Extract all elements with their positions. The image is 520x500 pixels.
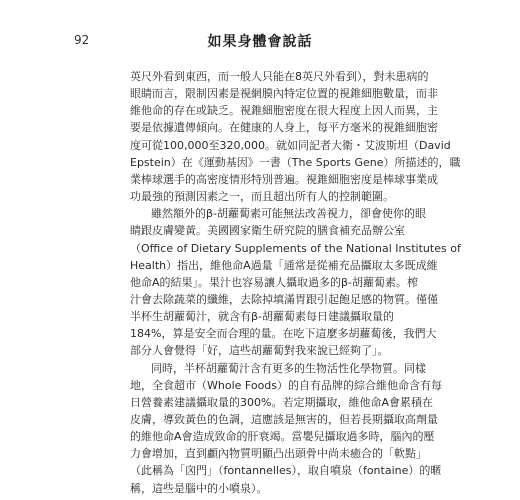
text-line: Health）指出，維他命A過量「通常是從補充品攝取太多既成維 [130,258,438,272]
text-line: 力會增加，直到顱內物質明顯凸出頭骨中尚未癒合的「軟點」 [130,447,427,461]
text-line: （此稱為「囟門」（fontannelles），取自噴泉（fontaine）的暱 [130,464,442,478]
text-line: 皮膚，導致黃色的色調，這應該是無害的，但若長期攝取高劑量 [130,413,438,426]
text-line: 同時，半杯胡蘿蔔汁含有更多的生物活性化學物質。同樣 [151,361,426,375]
text-line: 184%，算是安全而合理的量。在吃下這麼多胡蘿蔔後，我們大 [130,327,437,341]
text-line: 地，全食超市（Whole Foods）的自有品牌的綜合維他命含有每 [130,378,443,392]
text-line: 睛跟皮膚變黃。美國國家衛生研究院的膳食補充品辦公室 [130,224,405,238]
page-number: 92 [74,33,90,47]
text-line: 維他命的存在或缺乏。視錐細胞密度在很大程度上因人而異，主 [130,104,438,118]
text-line: 半杯生胡蘿蔔汁，就含有β-胡蘿蔔素每日建議攝取量的 [130,310,394,324]
text-line: 日營養素建議攝取量的300%。若定期攝取，維他命A會累積在 [130,395,433,409]
text-line: （Office of Dietary Supplements of the National Institutes of [130,241,461,255]
text-line: 度可從100,000至320,000。就如同記者大衛・艾波斯坦（David [130,138,451,152]
text-line: 他命A的結果」。果汁也容易讓人攝取過多的β-胡蘿蔔素。榨 [130,275,419,289]
text-line: 功最強的預測因素之一，而且超出所有人的控制範圍。 [130,190,394,204]
text-line: 汁會去除蔬菜的纖維，去除掉填滿胃跟引起飽足感的物質。僅僅 [130,292,438,306]
text-line: Epstein）在《運動基因》一書（The Sports Gene）所描述的，職 [130,155,461,169]
running-header-title: 如果身體會說話 [207,34,313,50]
text-line: 英尺外看到東西，而一般人只能在8英尺外看到），對未患病的 [130,70,429,83]
text-line: 要是依據遺傳傾向。在健康的人身上，每平方毫米的視錐細胞密 [130,121,438,135]
text-line: 眼睛而言，限制因素是視網膜內特定位置的視錐細胞數量，而非 [130,87,438,101]
text-line: 雖然額外的β-胡蘿蔔素可能無法改善視力，卻會使你的眼 [151,207,426,221]
text-line: 的維他命A會造成致命的肝衰竭。當嬰兒攝取過多時，腦內的壓 [130,430,435,444]
text-line: 稱，這些是腦中的小噴泉）。 [130,481,268,495]
text-line: 業棒球選手的高密度情形特別普遍。視錐細胞密度是棒球事業成 [130,172,438,186]
text-line: 部分人會覺得「好，這些胡蘿蔔對我來說已經夠了」。 [130,344,389,358]
